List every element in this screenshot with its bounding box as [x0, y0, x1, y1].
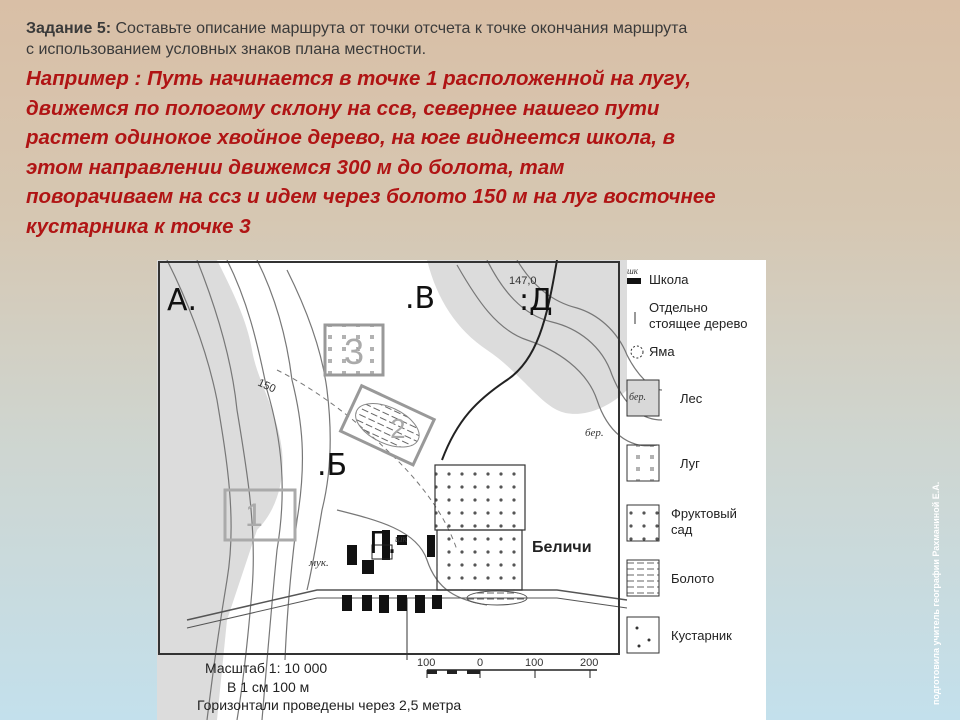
task-text-1: Составьте описание маршрута от точки отсчета к точке окончания маршрута	[115, 20, 688, 37]
legend-forest: Лес	[680, 391, 703, 406]
example-line: растет одинокое хвойное дерево, на юге виднеется школа, в	[26, 126, 676, 149]
point-a: А.	[167, 283, 198, 318]
legend-tree-2: стоящее дерево	[649, 316, 748, 331]
legend	[627, 266, 747, 653]
task-block	[26, 18, 926, 60]
point-g: Г.	[369, 526, 397, 561]
legend-shrub-icon	[627, 617, 659, 653]
trail	[277, 370, 457, 550]
task-text-2: с использованием условных знаков плана местности.	[26, 41, 427, 58]
area-number-1: 1	[245, 497, 263, 533]
legend-orchard-1: Фруктовый	[671, 506, 737, 521]
legend-school: Школа	[649, 272, 689, 287]
swamp-small	[467, 591, 527, 605]
scale-contours: Горизонтали проведены через 2,5 метра	[197, 697, 462, 713]
author-credit: подготовила учитель географии Рахманиной Е.А.	[931, 481, 941, 705]
point-v: .В	[405, 281, 436, 316]
legend-school-mark: шк	[627, 266, 639, 276]
example-line: кустарника к точке 3	[26, 214, 251, 238]
scale-title: Масштаб 1: 10 000	[205, 660, 328, 676]
legend-orchard-2: сад	[671, 522, 693, 537]
scale-tick: 0	[477, 657, 484, 669]
orchard-area	[435, 465, 525, 530]
scale-tick: 100	[417, 657, 436, 669]
legend-meadow: Луг	[680, 456, 700, 471]
example-line: этом направлении движемся 300 м до болота, там	[26, 155, 565, 179]
swamp-area-2	[341, 386, 435, 465]
legend-orchard-icon	[627, 505, 659, 541]
example-line: движемся по пологому склону на ссв, севернее нашего пути	[26, 96, 660, 120]
scale-per-cm: В 1 см 100 м	[227, 679, 310, 695]
legend-meadow-icon	[627, 445, 659, 481]
forest-label: бер.	[585, 427, 604, 439]
example-text	[26, 64, 936, 241]
legend-forest-mark: бер.	[629, 392, 646, 403]
legend-tree-1: Отдельно	[649, 300, 708, 315]
legend-swamp-icon	[627, 560, 659, 596]
contour-label: 150	[255, 376, 278, 396]
legend-swamp: Болото	[671, 571, 715, 586]
scale-tick: 100	[525, 657, 544, 669]
task-line-1	[26, 18, 926, 39]
point-b: .Б	[317, 448, 348, 483]
legend-pit-icon	[631, 346, 643, 358]
example-line: поворачиваем на ссз и идем через болото 150 м на луг восточнее	[26, 185, 716, 208]
height-label: 147,0	[509, 275, 537, 287]
example-line: Например : Путь начинается в точке 1 расположенной на лугу,	[26, 67, 691, 90]
task-label: Задание 5:	[26, 20, 112, 37]
legend-pit: Яма	[649, 344, 675, 359]
mill-label: мук.	[309, 557, 329, 569]
point-d: :Д	[519, 283, 553, 318]
area-number-2: 2	[390, 413, 406, 444]
legend-shrub: Кустарник	[671, 628, 732, 643]
orchard-area	[437, 530, 522, 590]
area-number-3: 3	[344, 331, 365, 372]
scale-tick: 200	[580, 657, 599, 669]
village-name: Беличи	[532, 539, 592, 556]
legend-school-icon	[627, 278, 641, 284]
scale-block	[197, 657, 598, 713]
map-drawing	[157, 260, 766, 720]
school-mark: шк	[395, 534, 408, 545]
topographic-map	[157, 260, 766, 720]
